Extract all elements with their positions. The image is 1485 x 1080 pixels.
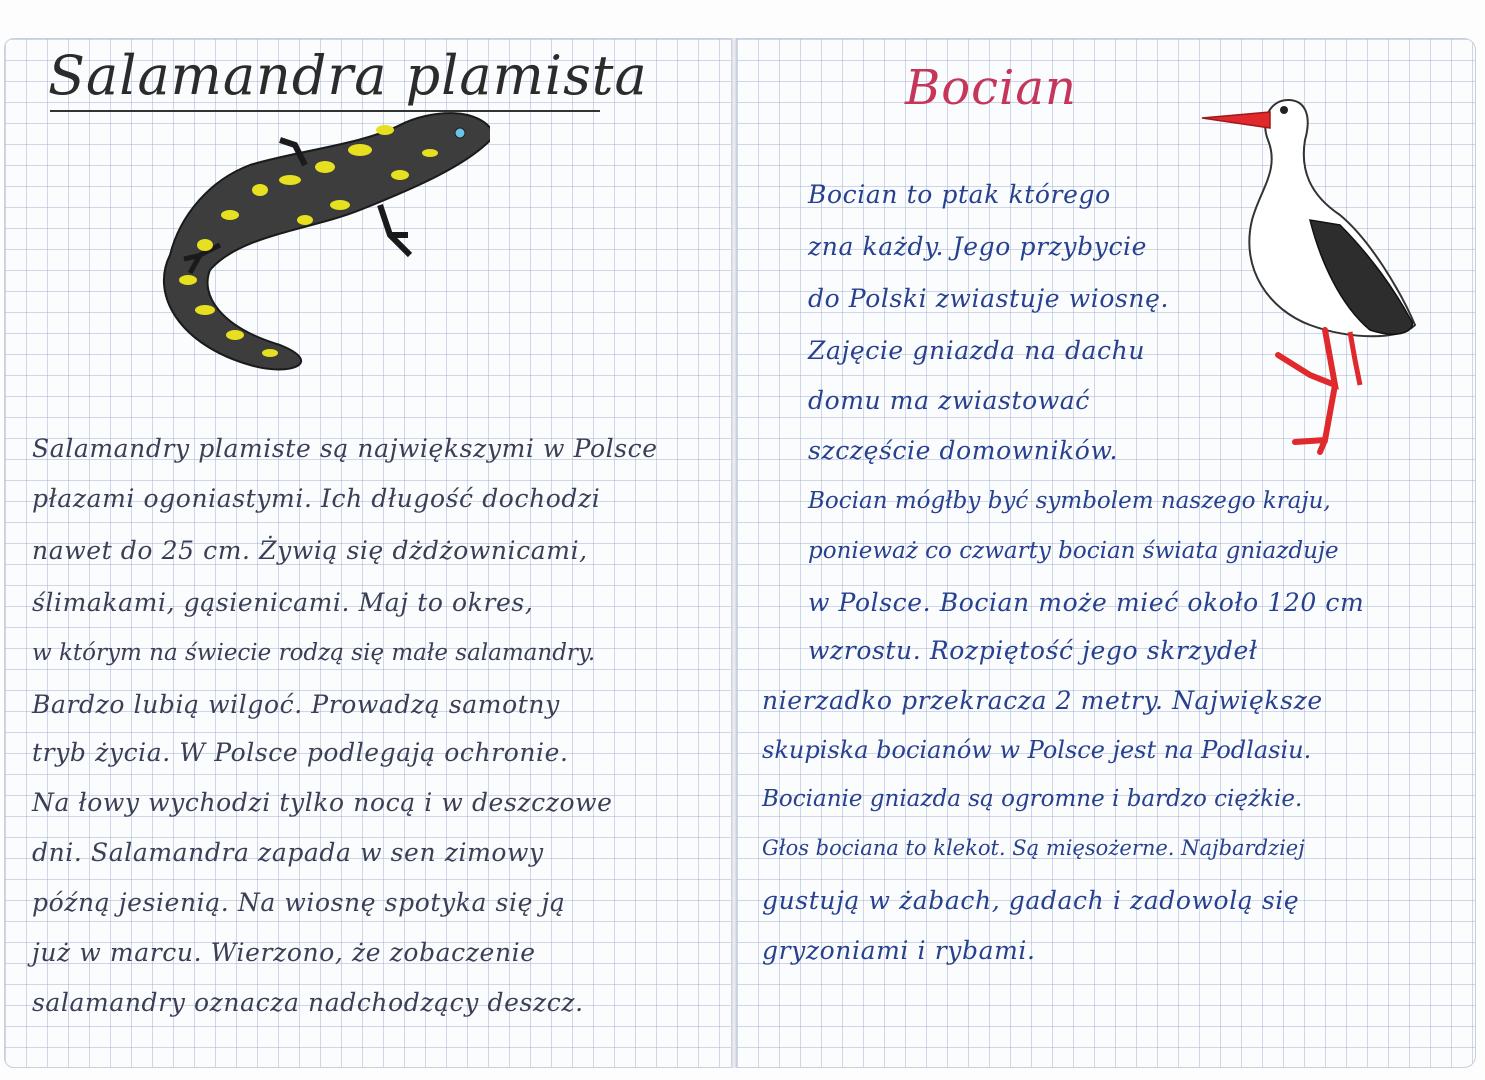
right-page-title: Bocian [905,60,1077,116]
text-line: do Polski zwiastuje wiosnę. [808,284,1170,313]
text-line: Bocian to ptak którego [808,180,1111,209]
text-line: ślimakami, gąsienicami. Maj to okres, [32,588,534,617]
text-line: skupiska bocianów w Polsce jest na Podlasiu. [762,736,1312,764]
text-line: już w marcu. Wierzono, że zobaczenie [32,938,536,967]
text-line: Głos bociana to klekot. Są mięsożerne. Najbardziej [762,836,1305,860]
text-line: zna każdy. Jego przybycie [808,232,1148,261]
text-line: ponieważ co czwarty bocian świata gniazduje [808,538,1339,564]
text-line: szczęście domowników. [808,436,1119,465]
text-line: gryzoniami i rybami. [762,936,1036,965]
text-line: Salamandry plamiste są największymi w Polsce [32,434,658,463]
text-line: salamandry oznacza nadchodzący deszcz. [32,988,584,1017]
text-line: Bocianie gniazda są ogromne i bardzo ciężkie. [762,786,1303,812]
salamander-illustration [110,95,490,385]
text-line: nierzadko przekracza 2 metry. Największe [762,686,1323,715]
text-line: Na łowy wychodzi tylko nocą i w deszczowe [32,788,613,817]
text-line: Zajęcie gniazda na dachu [808,336,1146,365]
text-line: dni. Salamandra zapada w sen zimowy [32,838,544,867]
text-line: wzrostu. Rozpiętość jego skrzydeł [808,636,1258,665]
text-line: nawet do 25 cm. Żywią się dżdżownicami, [32,536,588,565]
text-line: płazami ogoniastymi. Ich długość dochodzi [32,484,601,513]
left-page-title: Salamandra plamista [48,44,648,107]
text-line: domu ma zwiastować [808,386,1090,415]
text-line: późną jesienią. Na wiosnę spotyka się ją [32,888,566,917]
text-line: Bardzo lubią wilgoć. Prowadzą samotny [32,690,560,719]
text-line: w którym na świecie rodzą się małe salamandry. [32,640,596,666]
text-line: gustują w żabach, gadach i zadowolą się [762,886,1300,915]
stork-illustration [1200,40,1430,460]
text-line: tryb życia. W Polsce podlegają ochronie. [32,738,569,767]
text-line: Bocian mógłby być symbolem naszego kraju, [808,488,1331,514]
text-line: w Polsce. Bocian może mieć około 120 cm [808,588,1365,617]
